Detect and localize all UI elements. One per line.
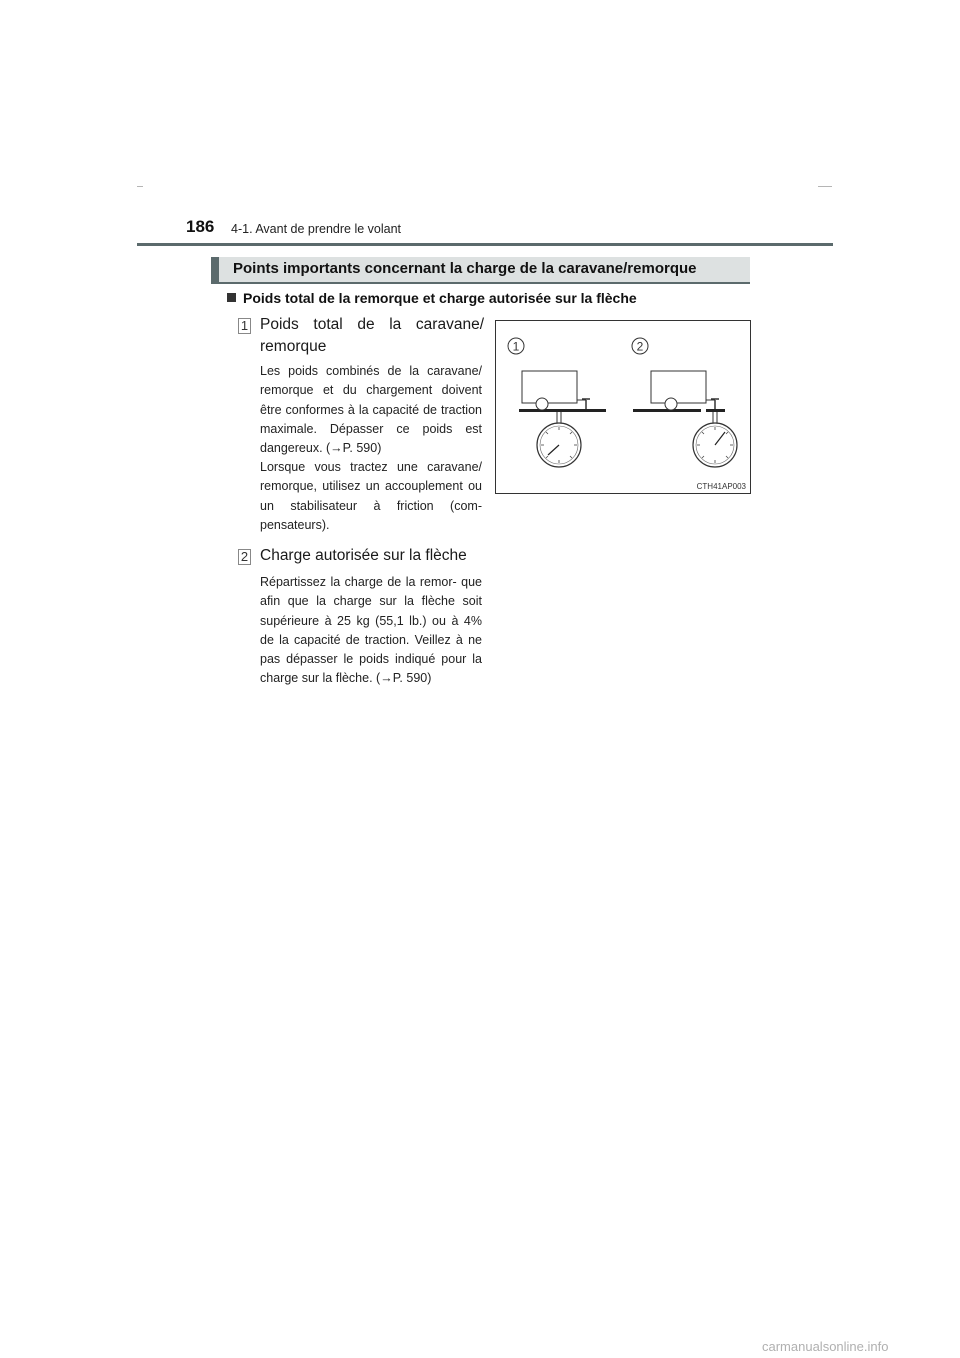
crop-mark-left xyxy=(137,186,143,187)
item-number-1: 1 xyxy=(238,318,251,334)
callout-label-1: 1 xyxy=(512,339,520,354)
item-number-2: 2 xyxy=(238,549,251,565)
ground-line-icon xyxy=(633,409,701,412)
trailer-body-icon xyxy=(522,371,577,403)
section-heading xyxy=(211,257,750,282)
wheel-icon xyxy=(665,398,677,410)
crop-mark-right xyxy=(818,186,832,187)
subsection-heading-text: Poids total de la remorque et charge autorisée sur la flèche xyxy=(243,290,637,306)
scene-total-weight xyxy=(519,371,606,467)
subsection-heading xyxy=(227,290,637,306)
trailer-body-icon xyxy=(651,371,706,403)
wheel-icon xyxy=(536,398,548,410)
page-number: 186 xyxy=(186,217,215,236)
item-1-paragraph-1: Les poids combinés de la caravane/ remorque et du chargement doivent être conformes à la capacité de traction maximale. Dépasser ce poids est dangereux. (→P. 590) xyxy=(260,364,482,456)
figure-code: CTH41AP003 xyxy=(696,482,746,491)
header-rule xyxy=(137,243,833,246)
chapter-title: 4-1. Avant de prendre le volant xyxy=(231,222,402,236)
square-bullet-icon xyxy=(227,293,236,302)
scale-platform-icon xyxy=(519,409,606,412)
item-1-paragraph-2: Lorsque vous tractez une caravane/ remorque, utilisez un accouplement ou un stabilisateur à friction (com- pensateurs). xyxy=(260,460,482,532)
trailer-scale-illustration xyxy=(496,321,750,493)
item-2-paragraph-1: Répartissez la charge de la remor- que afin que la charge sur la flèche soit supérieure à 25 kg (55,1 lb.) ou à 4% de la capacité de traction. Veillez à ne pas dépasser le poids indiqué pour la charge sur la flèche. (→P. 590) xyxy=(260,575,482,686)
scene-tongue-weight xyxy=(633,371,737,467)
scale-platform-icon xyxy=(706,409,725,412)
trailer-weight-figure xyxy=(495,320,751,494)
callout-label-2: 2 xyxy=(636,339,644,354)
item-title-2: Charge autorisée sur la flèche xyxy=(260,547,467,564)
section-heading-text: Points importants concernant la charge de la caravane/remorque xyxy=(233,260,697,277)
section-rule xyxy=(211,282,750,284)
item-title-1: Poids total de la caravane/ remorque xyxy=(260,316,484,355)
footer-watermark: carmanualsonline.info xyxy=(762,1339,889,1354)
